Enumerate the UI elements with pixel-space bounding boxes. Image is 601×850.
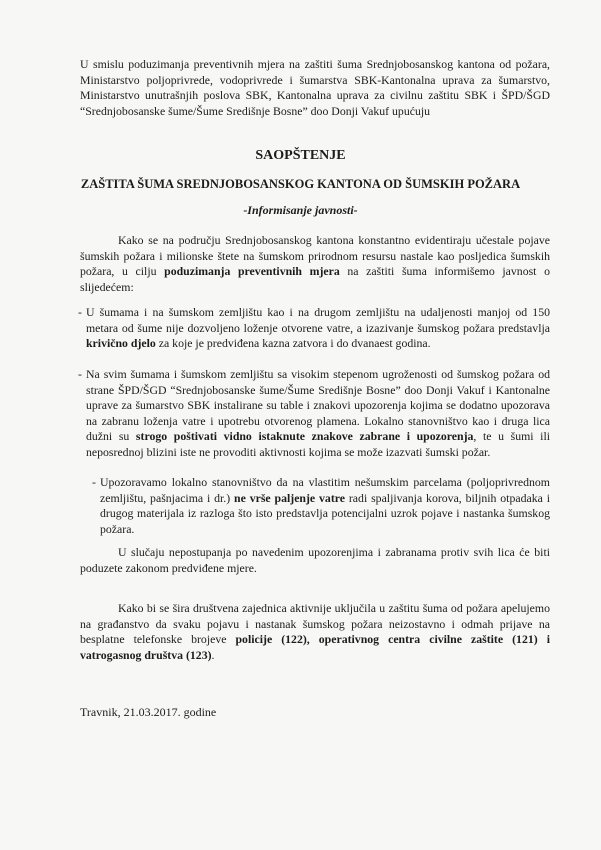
document-subtitle-2: -Informisanje javnosti- xyxy=(243,203,358,217)
bullet-3-bold: ne vrše paljenje vatre xyxy=(234,490,346,505)
intro-paragraph: U smislu poduzimanja preventivnih mjera na zaštiti šuma Srednjobosanskog kantona od požara, Ministarstvo poljoprivrede, vodoprivrede i šumarstva SBK-Kantonalna uprava za šumarstvo, Ministarstvo unutrašnjih poslova SBK, Kantonalna uprava za civilnu zaštitu SBK i ŠPD/ŠGD “Srednjobosanske šume/Šume Središnje Bosne” doo Donji Vakuf upućuju xyxy=(80,57,550,118)
paragraph-3 xyxy=(80,601,550,663)
bullet-dash: - xyxy=(78,305,82,319)
bullet-3-text-a: Upozoravamo lokalno stanovništvo da na vlastitim nešumskim parcelama (poljoprivrednom zemljištu, pašnjacima i dr.) xyxy=(100,475,550,505)
bullet-3-text-c: radi spaljivanja korova, biljnih otpadaka i drugog materijala iz razloga što isto predstavlja potencijalni uzrok pojave i nastanka šumskog požara. xyxy=(100,490,551,536)
paragraph-1-text-a: Kako se na području Srednjobosanskog kantona konstantno evidentiraju učestale pojave šumskih požara i milionske štete na šumskom prirodnom resursu nastale kao posljedica šumskih požara, u cilju xyxy=(80,233,550,278)
bullet-1-text-a: U šumama i na šumskom zemljištu kao i na drugom zemljištu na udaljenosti manjoj od 150 metara od šume nije dozvoljeno loženje otvorene vatre, a izazivanje šumskog požara predstavlja xyxy=(86,305,550,335)
bullet-2-bold: strogo poštivati vidno istaknute znakove zabrane i upozorenja xyxy=(135,429,474,443)
bullet-1-text-c: za koje je predviđena kazna zatvora i do dvanaest godina. xyxy=(155,336,431,350)
bullet-item-3 xyxy=(92,475,551,537)
paragraph-3-text-a: Kako bi se šira društvena zajednica aktivnije uključila u zaštitu šuma od požara apelujemo na građanstvo da svaku pojavu i nastanak šumskog požara neizostavno i odmah prijave na besplatne telefonske brojeve xyxy=(80,601,550,646)
bullet-item-2 xyxy=(78,367,550,460)
paragraph-3-bold: policije (122), operativnog centra civilne zaštite (121) i vatrogasnog društva (123) xyxy=(80,632,550,662)
bullet-item-1 xyxy=(78,305,550,352)
paragraph-2: U slučaju nepostupanja po navedenim upozorenjima i zabranama protiv svih lica će biti poduzete zakonom predviđene mjere. xyxy=(80,545,550,575)
bullet-dash: - xyxy=(78,367,82,381)
document-title: SAOPŠTENJE xyxy=(255,148,346,163)
paragraph-1 xyxy=(80,233,550,295)
paragraph-3-text-c: . xyxy=(211,647,215,662)
date-line: Travnik, 21.03.2017. godine xyxy=(80,705,217,719)
bullet-1-bold: krivično djelo xyxy=(86,336,156,350)
document-subtitle: ZAŠTITA ŠUMA SREDNJOBOSANSKOG KANTONA OD ŠUMSKIH POŽARA xyxy=(80,177,521,191)
bullet-2-text-a: Na svim šumama i šumskom zemljištu sa visokim stepenom ugroženosti od šumskog požara od strane ŠPD/ŠGD “Srednjobosanske šume/Šume Središnje Bosne” doo Donji Vakuf i Kantonalne uprave za šumarstvo SBK instalirane su table i znakovi upozorenja kojima se dodatno upozorava na zabranu loženja vatre i upotrebu otvorenog plamena. Lokalno stanovništvo kao i druga lica dužni su xyxy=(86,367,550,443)
bullet-dash: - xyxy=(92,475,96,489)
paragraph-1-text-c: na zaštiti šuma informišemo javnost o slijedećem: xyxy=(80,264,550,294)
bullet-2-text-c: , te u šumi ili neposrednoj blizini iste ne provoditi aktivnosti kojima se može izazvati šumski požar. xyxy=(86,429,550,459)
paragraph-1-bold: poduzimanja preventivnih mjera xyxy=(164,264,340,278)
